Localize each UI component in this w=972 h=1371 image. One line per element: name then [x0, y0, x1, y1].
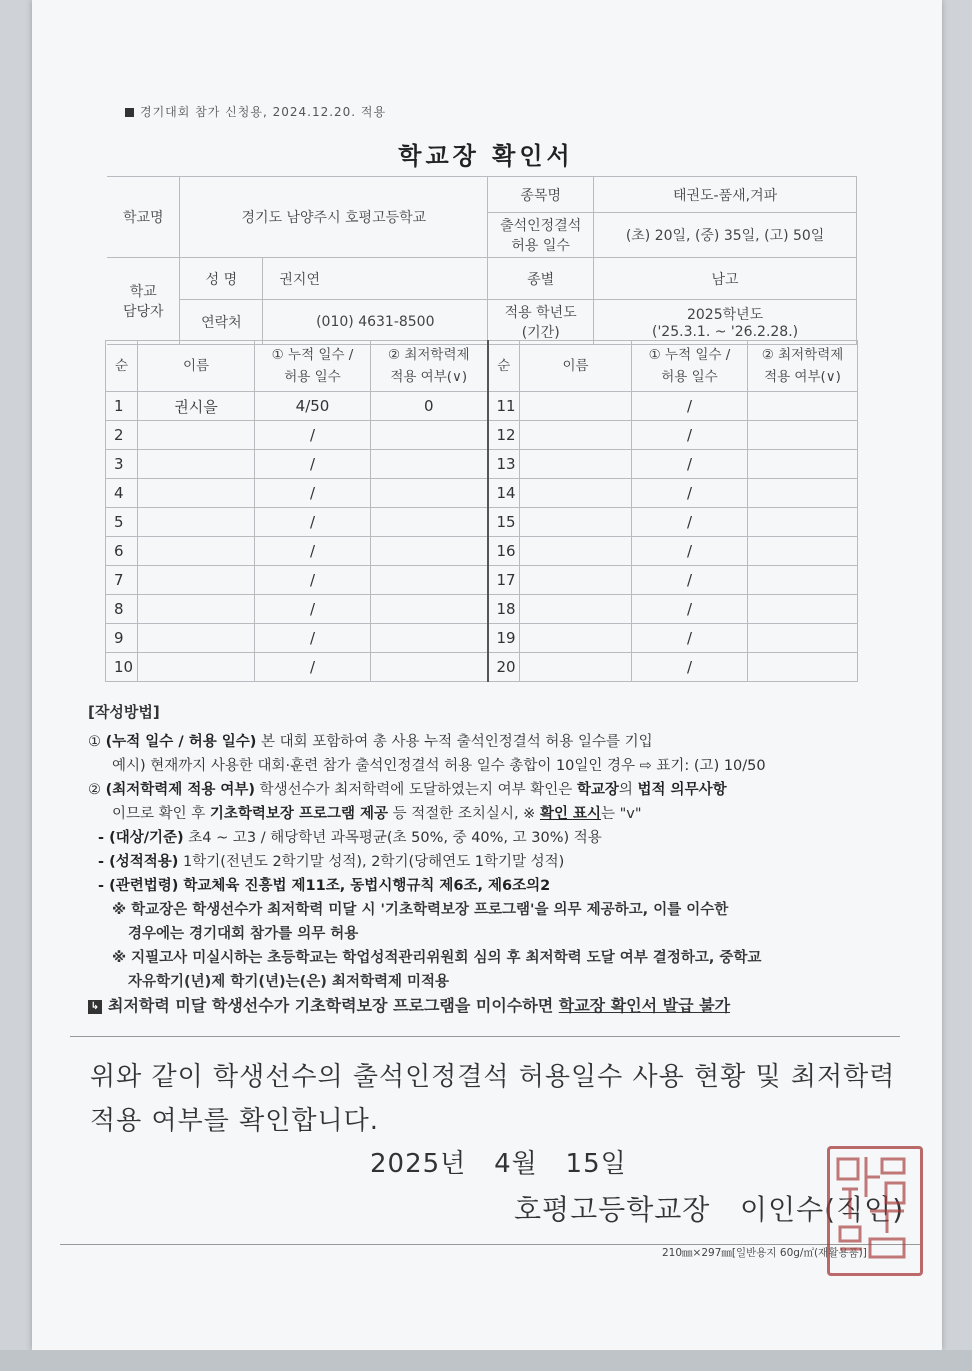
days-cell: /: [255, 479, 371, 508]
header-name-right: 이름: [520, 341, 632, 392]
header-name-left: 이름: [138, 341, 255, 392]
row-number: 11: [488, 392, 520, 421]
header-no-left: 순: [106, 341, 138, 392]
days-cell: /: [255, 421, 371, 450]
min-achievement-cell: [371, 653, 488, 682]
instruction-text: 등 적절한 조치실시, ※: [388, 806, 540, 822]
header-days-line2: 허용 일수: [284, 369, 341, 385]
contact-value: (010) 4631-8500: [263, 300, 488, 345]
table-row: [106, 508, 858, 537]
student-name: [138, 508, 255, 537]
student-name: [138, 653, 255, 682]
min-achievement-cell: [748, 566, 858, 595]
header-days-line1: ① 누적 일수 /: [271, 347, 354, 363]
min-achievement-cell: [748, 624, 858, 653]
header-days-line2: 허용 일수: [661, 369, 718, 385]
instruction-text: 의: [618, 782, 638, 798]
final-note: [88, 994, 888, 1018]
row-number: 19: [488, 624, 520, 653]
circled-two: ②: [88, 782, 101, 798]
instruction-text: 학생선수가 최저학력에 도달하였는지 여부 확인은: [255, 782, 577, 798]
days-cell: /: [255, 508, 371, 537]
signer: 호평고등학교장 이인수(직인): [514, 1193, 905, 1226]
info-table: [107, 176, 857, 345]
year-label: [488, 300, 594, 345]
table-row: [106, 566, 858, 595]
row-number: 10: [106, 653, 138, 682]
min-achievement-cell: [371, 566, 488, 595]
confirmation-line2: 적용 여부를 확인합니다.: [90, 1106, 379, 1136]
paper-spec: 210㎜×297㎜[일반용지 60g/㎡(재활용품)]: [662, 1247, 867, 1259]
student-name: [520, 653, 632, 682]
year-label-line2: (기간): [521, 325, 560, 341]
instruction-bold: (최저학력제 적용 여부): [105, 782, 256, 798]
instruction-bold: (누적 일수 / 허용 일수): [105, 734, 257, 750]
instruction-line: [88, 826, 888, 850]
desk-surface: [0, 1350, 972, 1371]
final-note-text: 최저학력 미달 학생선수가 기초학력보장 프로그램을 미이수하면: [108, 996, 559, 1015]
row-number: 13: [488, 450, 520, 479]
table-row: [106, 450, 858, 479]
instruction-underline: 확인 표시: [539, 806, 602, 822]
issue-date: 2025년 4월 15일: [370, 1149, 627, 1179]
min-achievement-cell: [748, 450, 858, 479]
student-name: [138, 595, 255, 624]
name-label: 성 명: [180, 258, 263, 300]
row-number: 17: [488, 566, 520, 595]
gender-label: 종별: [488, 258, 594, 300]
min-achievement-cell: [371, 508, 488, 537]
min-achievement-cell: [748, 653, 858, 682]
document-title: 학교장 확인서: [398, 142, 574, 170]
min-achievement-cell: [748, 421, 858, 450]
manager-label-line2: 담당자: [122, 304, 164, 320]
school-label: 학교명: [107, 177, 180, 258]
table-row: [106, 392, 858, 421]
student-name: [520, 421, 632, 450]
student-name: [138, 479, 255, 508]
instruction-line: ※ 학교장은 학생선수가 최저학력 미달 시 '기초학력보장 프로그램'을 의무 제공하고, 이를 이수한: [112, 902, 729, 918]
header-note-text: 경기대회 참가 신청용, 2024.12.20. 적용: [140, 105, 387, 119]
days-cell: /: [632, 479, 748, 508]
row-number: 14: [488, 479, 520, 508]
days-cell: /: [632, 624, 748, 653]
row-number: 9: [106, 624, 138, 653]
row-number: 8: [106, 595, 138, 624]
days-cell: /: [632, 653, 748, 682]
instruction-bold: 학교장: [576, 782, 619, 798]
divider: [70, 1036, 900, 1037]
instruction-text: 1학기(전년도 2학기말 성적), 2학기(당해연도 1학기말 성적): [178, 854, 565, 870]
student-name: [520, 392, 632, 421]
row-number: 6: [106, 537, 138, 566]
days-cell: /: [255, 566, 371, 595]
instruction-bold: 법적 의무사항: [637, 782, 727, 798]
table-row: [106, 653, 858, 682]
header-no-right: 순: [488, 341, 520, 392]
days-cell: /: [632, 421, 748, 450]
row-number: 7: [106, 566, 138, 595]
absence-label: [488, 213, 594, 258]
min-achievement-cell: 0: [371, 392, 488, 421]
instruction-text: 초4 ~ 고3 / 해당학년 과목평균(초 50%, 중 40%, 고 30%) 적용: [183, 830, 602, 846]
instruction-bold: - (관련법령): [98, 878, 179, 894]
gender-value: 남고: [594, 258, 857, 300]
student-name: [520, 537, 632, 566]
row-number: 1: [106, 392, 138, 421]
student-name: [520, 450, 632, 479]
row-number: 4: [106, 479, 138, 508]
header-min-line1: ② 최저학력제: [761, 347, 844, 363]
student-name: [138, 624, 255, 653]
header-min-right: [748, 341, 858, 392]
student-name: [520, 624, 632, 653]
instruction-line: [88, 778, 888, 802]
year-value-line1: 2025학년도: [686, 307, 764, 323]
sport-value: 태권도-품새,겨파: [594, 177, 857, 213]
manager-label: [107, 258, 180, 345]
row-number: 2: [106, 421, 138, 450]
min-achievement-cell: [748, 595, 858, 624]
instruction-line: ※ 지필고사 미실시하는 초등학교는 학업성적관리위원회 심의 후 최저학력 도달 여부 결정하고, 중학교: [112, 950, 762, 966]
table-row: [106, 624, 858, 653]
min-achievement-cell: [748, 479, 858, 508]
instructions-title: [작성방법]: [88, 703, 160, 721]
min-achievement-cell: [371, 421, 488, 450]
year-label-line1: 적용 학년도: [504, 305, 577, 321]
header-note: [125, 103, 386, 120]
days-cell: /: [255, 450, 371, 479]
absence-label-line2: 허용 일수: [511, 238, 570, 254]
min-achievement-cell: [748, 392, 858, 421]
days-cell: /: [632, 508, 748, 537]
contact-label: 연락처: [180, 300, 263, 345]
instruction-line: 경우에는 경기대회 참가를 의무 허용: [128, 926, 359, 942]
student-table: [105, 340, 858, 682]
header-min-left: [371, 341, 488, 392]
sport-label: 종목명: [488, 177, 594, 213]
circled-one: ①: [88, 734, 101, 750]
header-days-line1: ① 누적 일수 /: [648, 347, 731, 363]
min-achievement-cell: [371, 479, 488, 508]
student-name: 권시을: [138, 392, 255, 421]
table-row: [106, 595, 858, 624]
square-bullet-icon: [125, 108, 134, 117]
manager-label-line1: 학교: [129, 284, 157, 300]
days-cell: /: [632, 566, 748, 595]
header-min-line2: 적용 여부(∨): [764, 369, 841, 385]
instruction-bold: 기초학력보장 프로그램 제공: [209, 806, 389, 822]
student-name: [138, 421, 255, 450]
final-note-underline: 학교장 확인서 발급 불가: [558, 996, 731, 1015]
student-name: [520, 595, 632, 624]
header-days-right: [632, 341, 748, 392]
student-name: [138, 450, 255, 479]
school-value: 경기도 남양주시 호평고등학교: [180, 177, 488, 258]
confirmation-statement: [90, 1055, 910, 1143]
days-cell: /: [632, 537, 748, 566]
instruction-text: 는 "v": [601, 806, 642, 822]
header-days-left: [255, 341, 371, 392]
min-achievement-cell: [371, 537, 488, 566]
row-number: 12: [488, 421, 520, 450]
instruction-bold: - (대상/기준): [98, 830, 184, 846]
student-name: [520, 479, 632, 508]
student-name: [520, 566, 632, 595]
student-name: [520, 508, 632, 537]
table-row: [106, 537, 858, 566]
name-value: 권지연: [263, 258, 488, 300]
table-row: [106, 421, 858, 450]
days-cell: /: [255, 653, 371, 682]
header-min-line2: 적용 여부(∨): [390, 369, 468, 385]
row-number: 15: [488, 508, 520, 537]
student-table-body: [106, 392, 858, 682]
seal-pattern-icon: [830, 1149, 914, 1267]
confirmation-line1: 위와 같이 학생선수의 출석인정결석 허용일수 사용 현황 및 최저학력: [90, 1062, 896, 1092]
instruction-bold: - (성적적용): [98, 854, 179, 870]
row-number: 3: [106, 450, 138, 479]
days-cell: /: [632, 450, 748, 479]
instruction-bold: 학교체육 진흥법 제11조, 동법시행규칙 제6조, 제6조의2: [178, 878, 551, 894]
instruction-line: [88, 874, 888, 898]
student-name: [138, 537, 255, 566]
days-cell: /: [632, 595, 748, 624]
absence-label-line1: 출석인정결석: [500, 218, 582, 234]
instruction-line: [88, 850, 888, 874]
days-cell: /: [255, 537, 371, 566]
row-number: 18: [488, 595, 520, 624]
student-name: [138, 566, 255, 595]
instruction-line: [88, 802, 888, 826]
instruction-text: 이므로 확인 후: [112, 806, 210, 822]
absence-value: (초) 20일, (중) 35일, (고) 50일: [594, 213, 857, 258]
row-number: 16: [488, 537, 520, 566]
days-cell: /: [632, 392, 748, 421]
min-achievement-cell: [748, 508, 858, 537]
instruction-text: 본 대회 포함하여 총 사용 누적 출석인정결석 허용 일수를 기입: [256, 734, 653, 750]
table-row: [106, 479, 858, 508]
year-value: [594, 300, 857, 345]
min-achievement-cell: [371, 624, 488, 653]
days-cell: /: [255, 595, 371, 624]
instruction-line: [88, 730, 888, 754]
official-seal-stamp: [827, 1146, 923, 1276]
instruction-line: 자유학기(년)제 학기(년)는(은) 최저학력제 미적용: [128, 974, 450, 990]
header-min-line1: ② 최저학력제: [387, 347, 470, 363]
min-achievement-cell: [371, 595, 488, 624]
checkbox-arrow-icon: ↳: [88, 1000, 102, 1014]
row-number: 20: [488, 653, 520, 682]
row-number: 5: [106, 508, 138, 537]
min-achievement-cell: [371, 450, 488, 479]
min-achievement-cell: [748, 537, 858, 566]
instructions: [88, 700, 888, 1018]
instruction-line: 예시) 현재까지 사용한 대회·훈련 참가 출석인정결석 허용 일수 총합이 10일인 경우 ⇨ 표기: (고) 10/50: [112, 758, 766, 774]
days-cell: /: [255, 624, 371, 653]
days-cell: 4/50: [255, 392, 371, 421]
year-value-line2: ('25.3.1. ~ '26.2.28.): [652, 324, 799, 340]
